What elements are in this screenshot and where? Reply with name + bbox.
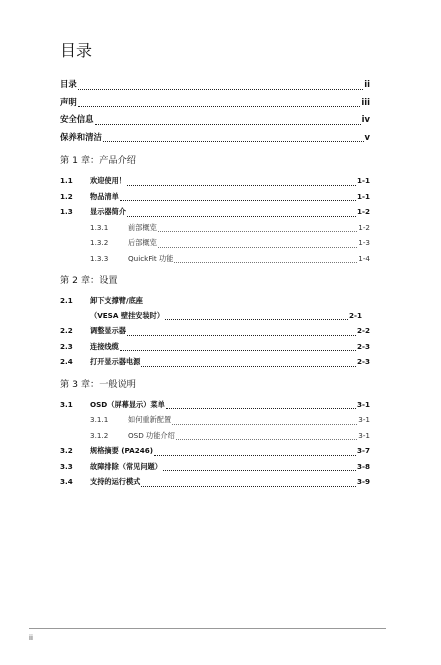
toc-entry-front[interactable]: [60, 111, 370, 129]
dot-leader: [127, 185, 356, 186]
toc-entry-page: iii: [361, 96, 370, 107]
toc-entry-page: v: [364, 131, 370, 142]
toc-entry-title: 后部概览: [128, 238, 157, 247]
dot-leader: [120, 200, 356, 201]
toc-entry[interactable]: [60, 397, 370, 413]
toc-entry[interactable]: [60, 204, 370, 220]
toc-entry-page: 2-1: [349, 311, 362, 320]
toc-entry-title: 保养和清洁: [60, 131, 102, 142]
dot-leader: [127, 335, 356, 336]
toc-entry-title: 目录: [60, 79, 77, 89]
toc-entry-page: 3-1: [358, 430, 370, 440]
toc-entry-title: 调整显示器: [90, 326, 126, 335]
section-number: 3.3: [60, 461, 73, 471]
toc-entry-front[interactable]: [60, 76, 370, 94]
toc-entry-title: 故障排除（常见问题）: [90, 461, 162, 471]
toc-entry[interactable]: [60, 293, 370, 308]
toc-entry-title: 卸下支撑臂/底座: [90, 296, 143, 305]
section-number: 3.4: [60, 477, 73, 486]
toc-entry-page: 3-8: [357, 461, 370, 471]
toc-entry[interactable]: [60, 354, 370, 370]
section-number: 1.3.3: [90, 253, 109, 263]
toc-entry-title: OSD 功能介绍: [128, 430, 175, 440]
toc-entry[interactable]: [60, 173, 370, 189]
toc-subentry[interactable]: [60, 412, 370, 428]
dot-leader: [158, 247, 357, 248]
section-number: 1.3: [60, 207, 73, 216]
toc-subentry[interactable]: [60, 251, 370, 267]
toc-entry-page: 1-3: [358, 238, 370, 247]
dot-leader: [78, 89, 364, 90]
table-of-contents: [60, 76, 370, 490]
toc-entry-title: 前部概览: [128, 222, 157, 232]
toc-entry-title: 物品清单: [90, 191, 119, 201]
section-number: 1.2: [60, 191, 73, 201]
toc-entry-continuation[interactable]: [60, 308, 370, 323]
dot-leader: [141, 366, 356, 367]
toc-entry-page: 1-4: [358, 253, 370, 263]
toc-entry-page: 1-1: [357, 191, 370, 201]
toc-subentry[interactable]: [60, 428, 370, 444]
footer-page-number: ii: [29, 634, 33, 642]
section-number: 3.1: [60, 399, 73, 409]
toc-entry-title: 安全信息: [60, 114, 94, 124]
toc-entry-page: ii: [364, 79, 370, 89]
toc-subentry[interactable]: [60, 235, 370, 251]
section-number: 3.2: [60, 446, 73, 455]
chapter-heading: [60, 378, 370, 392]
section-number: 1.3.1: [90, 222, 109, 232]
toc-subentry[interactable]: [60, 220, 370, 236]
page-title: 目录: [60, 41, 93, 60]
toc-entry-page: 3-1: [357, 399, 370, 409]
toc-entry-title: 如何重新配置: [128, 415, 172, 424]
section-number: 2.2: [60, 326, 73, 335]
toc-entry-page: 1-2: [358, 222, 370, 232]
section-number: 1.3.2: [90, 238, 109, 247]
dot-leader: [154, 455, 356, 456]
toc-entry[interactable]: [60, 189, 370, 205]
toc-entry-page: 3-1: [358, 415, 370, 424]
toc-entry-title: 打开显示器电源: [90, 357, 141, 366]
section-number: 1.1: [60, 176, 73, 185]
toc-entry[interactable]: [60, 443, 370, 459]
dot-leader: [103, 141, 364, 142]
toc-entry-title: OSD（屏幕显示）菜单: [90, 399, 165, 409]
dot-leader: [141, 486, 356, 487]
dot-leader: [158, 231, 357, 232]
footer-divider: [29, 628, 386, 629]
chapter-heading: [60, 154, 370, 168]
toc-entry-page: 3-7: [357, 446, 370, 455]
toc-entry-title: 支持的运行模式: [90, 477, 141, 486]
dot-leader: [165, 319, 348, 320]
toc-entry-title-line2: （VESA 壁挂安装时）: [90, 311, 165, 320]
toc-entry[interactable]: [60, 339, 370, 355]
toc-entry-title: 欢迎使用！: [90, 176, 126, 185]
dot-leader: [120, 350, 356, 351]
section-number: 3.1.2: [90, 430, 109, 440]
toc-entry-title: 连接线缆: [90, 341, 119, 351]
dot-leader: [163, 470, 356, 471]
toc-entry-page: 1-2: [357, 207, 370, 216]
chapter-heading-text: 第 3 章：一般说明: [60, 378, 136, 390]
section-number: 2.3: [60, 341, 73, 351]
chapter-heading: [60, 274, 370, 288]
dot-leader: [78, 106, 361, 107]
toc-entry[interactable]: [60, 323, 370, 339]
toc-entry-title: 显示器简介: [90, 207, 126, 216]
toc-entry[interactable]: [60, 474, 370, 490]
toc-entry-front[interactable]: [60, 129, 370, 147]
toc-entry-page: 1-1: [357, 176, 370, 185]
toc-entry[interactable]: [60, 459, 370, 475]
dot-leader: [176, 439, 357, 440]
section-number: 2.4: [60, 357, 73, 366]
dot-leader: [95, 124, 361, 125]
toc-entry-title: QuickFit 功能: [128, 253, 174, 263]
dot-leader: [127, 216, 356, 217]
toc-entry-page: iv: [361, 114, 370, 124]
toc-entry-page: 2-2: [357, 326, 370, 335]
dot-leader: [166, 408, 356, 409]
dot-leader: [172, 424, 357, 425]
chapter-heading-text: 第 2 章：设置: [60, 275, 118, 286]
toc-entry-title: 规格摘要 (PA246): [90, 446, 153, 455]
toc-entry-page: 2-3: [357, 341, 370, 351]
toc-entry-page: 3-9: [357, 477, 370, 486]
toc-entry-page: 2-3: [357, 357, 370, 366]
dot-leader: [174, 262, 357, 263]
section-number: 3.1.1: [90, 415, 109, 424]
chapter-heading-text: 第 1 章：产品介绍: [60, 155, 136, 166]
toc-entry-title: 声明: [60, 96, 77, 107]
section-number: 2.1: [60, 296, 73, 305]
toc-entry-front[interactable]: [60, 94, 370, 112]
